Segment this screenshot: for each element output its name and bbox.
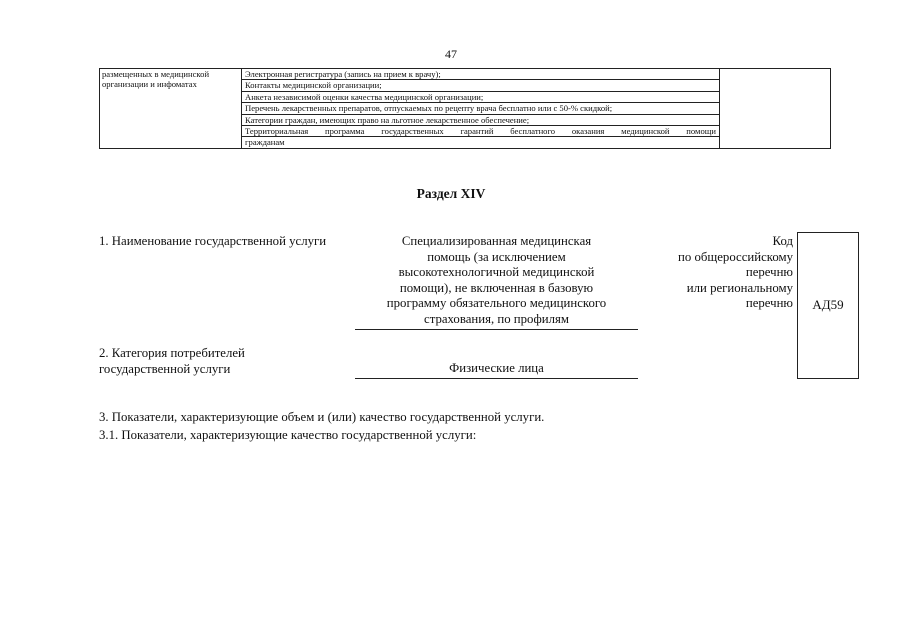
consumer-category-value: Физические лица xyxy=(355,361,638,379)
service-name-line: Специализированная медицинская xyxy=(401,234,592,248)
indicators-heading: 3. Показатели, характеризующие объем и (или) качество государственной услуги. xyxy=(99,410,545,424)
code-label-line: по общероссийскому xyxy=(678,249,793,264)
section-title: Раздел XIV xyxy=(416,186,486,201)
service-name-line: страхования, по профилям xyxy=(424,311,569,326)
info-item: Анкета независимой оценки качества медицинской организации; xyxy=(242,92,719,103)
service-name-value xyxy=(355,234,638,330)
code-label-line: Код xyxy=(772,234,793,248)
table-cell-info-list xyxy=(242,69,720,149)
consumer-category-label xyxy=(99,346,245,377)
page-number: 47 xyxy=(445,47,457,61)
info-item: гражданам xyxy=(245,137,285,148)
table-row xyxy=(100,69,831,149)
cell-line: организации и инфоматах xyxy=(102,79,197,90)
service-name-line: высокотехнологичной медицинской xyxy=(398,265,595,280)
code-value: АД59 xyxy=(812,297,844,312)
consumer-label-line: 2. Категория потребителей xyxy=(99,346,245,360)
code-label-line: перечню xyxy=(745,296,793,311)
cell-line: размещенных в медицинской xyxy=(102,69,210,79)
consumer-label-line: государственной услуги xyxy=(99,361,231,376)
code-label-line: или региональному xyxy=(686,280,793,295)
info-item: Территориальная программа государственных гарантий бесплатного оказания медицинской помощи xyxy=(242,126,719,137)
code-label xyxy=(640,234,793,312)
info-item: Контакты медицинской организации; xyxy=(242,80,719,91)
code-label-line: перечню xyxy=(745,265,793,280)
table-cell-info-location xyxy=(100,69,242,149)
service-name-label: 1. Наименование государственной услуги xyxy=(99,234,327,248)
table-cell-empty xyxy=(720,69,831,149)
info-item: Электронная регистратура (запись на прием к врачу); xyxy=(242,69,719,80)
info-item: Категории граждан, имеющих право на льготное лекарственное обеспечение; xyxy=(242,115,719,126)
service-name-line: помощи), не включенная в базовую xyxy=(399,280,594,295)
continuation-table xyxy=(99,68,831,149)
service-name-line: программу обязательного медицинского xyxy=(386,296,607,311)
service-name-line: помощь (за исключением xyxy=(427,249,566,264)
info-item: Перечень лекарственных препаратов, отпускаемых по рецепту врача бесплатно или с 50-% скидкой; xyxy=(242,103,719,114)
code-box xyxy=(797,232,859,379)
quality-indicators-heading: 3.1. Показатели, характеризующие качество государственной услуги: xyxy=(99,428,477,442)
